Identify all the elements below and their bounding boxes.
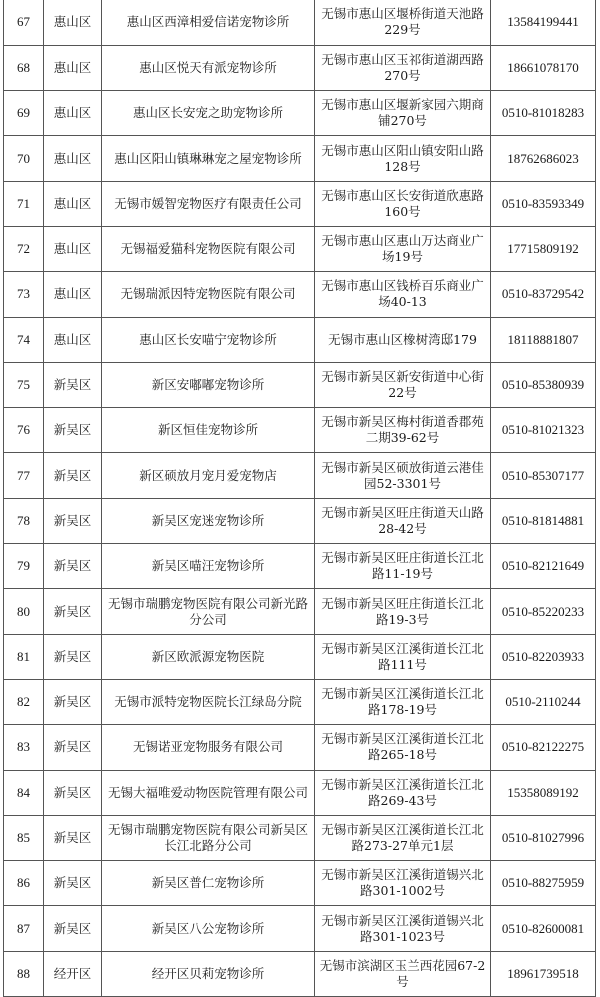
phone-cell: 0510-85307177 xyxy=(491,453,596,498)
district-cell: 新吴区 xyxy=(44,906,102,951)
row-number: 75 xyxy=(4,362,44,407)
clinic-name-cell: 惠山区西漳相爱信诺宠物诊所 xyxy=(102,0,315,45)
table-row xyxy=(4,0,596,45)
district-cell: 惠山区 xyxy=(44,317,102,362)
district-cell: 新吴区 xyxy=(44,679,102,724)
clinic-name-cell: 新吴区八公宠物诊所 xyxy=(102,906,315,951)
table-row xyxy=(4,408,596,453)
address-cell: 无锡市新吴区江溪街道长江北路178-19号 xyxy=(315,679,491,724)
table-row xyxy=(4,589,596,634)
district-cell: 惠山区 xyxy=(44,0,102,45)
table-row xyxy=(4,317,596,362)
table-row xyxy=(4,453,596,498)
phone-cell: 0510-81027996 xyxy=(491,815,596,860)
table-row xyxy=(4,226,596,271)
phone-cell: 0510-82122275 xyxy=(491,725,596,770)
row-number: 83 xyxy=(4,725,44,770)
address-cell: 无锡市惠山区堰桥街道天池路229号 xyxy=(315,0,491,45)
address-cell: 无锡市新吴区江溪街道锡兴北路301-1002号 xyxy=(315,861,491,906)
row-number: 74 xyxy=(4,317,44,362)
address-cell: 无锡市新吴区江溪街道长江北路265-18号 xyxy=(315,725,491,770)
row-number: 87 xyxy=(4,906,44,951)
table-row xyxy=(4,725,596,770)
phone-cell: 18118881807 xyxy=(491,317,596,362)
phone-cell: 0510-82203933 xyxy=(491,634,596,679)
row-number: 69 xyxy=(4,91,44,136)
clinic-name-cell: 无锡大福唯爱动物医院管理有限公司 xyxy=(102,770,315,815)
row-number: 68 xyxy=(4,45,44,90)
row-number: 67 xyxy=(4,0,44,45)
district-cell: 新吴区 xyxy=(44,408,102,453)
phone-cell: 0510-88275959 xyxy=(491,861,596,906)
row-number: 70 xyxy=(4,136,44,181)
table-row xyxy=(4,272,596,317)
phone-cell: 0510-85220233 xyxy=(491,589,596,634)
phone-cell: 0510-82121649 xyxy=(491,544,596,589)
address-cell: 无锡市惠山区堰新家园六期商铺270号 xyxy=(315,91,491,136)
row-number: 72 xyxy=(4,226,44,271)
table-row xyxy=(4,45,596,90)
phone-cell: 17715809192 xyxy=(491,226,596,271)
clinic-name-cell: 经开区贝莉宠物诊所 xyxy=(102,951,315,996)
clinic-name-cell: 惠山区长安喵宁宠物诊所 xyxy=(102,317,315,362)
table-row xyxy=(4,362,596,407)
district-cell: 惠山区 xyxy=(44,272,102,317)
clinic-name-cell: 新区硕放月宠月爱宠物店 xyxy=(102,453,315,498)
table-row xyxy=(4,91,596,136)
table-row xyxy=(4,815,596,860)
address-cell: 无锡市惠山区惠山万达商业广场19号 xyxy=(315,226,491,271)
clinic-name-cell: 新吴区喵汪宠物诊所 xyxy=(102,544,315,589)
phone-cell: 0510-82600081 xyxy=(491,906,596,951)
address-cell: 无锡市新吴区江溪街道锡兴北路301-1023号 xyxy=(315,906,491,951)
district-cell: 惠山区 xyxy=(44,91,102,136)
clinic-name-cell: 无锡福爱猫科宠物医院有限公司 xyxy=(102,226,315,271)
row-number: 86 xyxy=(4,861,44,906)
clinic-name-cell: 惠山区阳山镇琳琳宠之屋宠物诊所 xyxy=(102,136,315,181)
phone-cell: 0510-2110244 xyxy=(491,679,596,724)
district-cell: 惠山区 xyxy=(44,226,102,271)
district-cell: 惠山区 xyxy=(44,45,102,90)
clinic-name-cell: 新吴区宠迷宠物诊所 xyxy=(102,498,315,543)
address-cell: 无锡市新吴区硕放街道云港佳园52-3301号 xyxy=(315,453,491,498)
table-body xyxy=(4,0,596,997)
phone-cell: 0510-83729542 xyxy=(491,272,596,317)
pet-clinic-table xyxy=(3,0,596,997)
table-row xyxy=(4,181,596,226)
phone-cell: 0510-81814881 xyxy=(491,498,596,543)
phone-cell: 18762686023 xyxy=(491,136,596,181)
clinic-name-cell: 新区欧派源宠物医院 xyxy=(102,634,315,679)
table-row xyxy=(4,544,596,589)
address-cell: 无锡市滨湖区玉兰西花园67-2号 xyxy=(315,951,491,996)
district-cell: 新吴区 xyxy=(44,589,102,634)
table-row xyxy=(4,679,596,724)
phone-cell: 0510-83593349 xyxy=(491,181,596,226)
row-number: 77 xyxy=(4,453,44,498)
row-number: 79 xyxy=(4,544,44,589)
table-row xyxy=(4,951,596,996)
district-cell: 新吴区 xyxy=(44,453,102,498)
row-number: 81 xyxy=(4,634,44,679)
clinic-name-cell: 新区恒佳宠物诊所 xyxy=(102,408,315,453)
clinic-name-cell: 无锡市派特宠物医院长江绿岛分院 xyxy=(102,679,315,724)
row-number: 84 xyxy=(4,770,44,815)
district-cell: 新吴区 xyxy=(44,861,102,906)
district-cell: 新吴区 xyxy=(44,498,102,543)
clinic-name-cell: 无锡市媛智宠物医疗有限责任公司 xyxy=(102,181,315,226)
address-cell: 无锡市惠山区橡树湾邸179 xyxy=(315,317,491,362)
table-row xyxy=(4,861,596,906)
row-number: 80 xyxy=(4,589,44,634)
phone-cell: 0510-85380939 xyxy=(491,362,596,407)
district-cell: 惠山区 xyxy=(44,181,102,226)
phone-cell: 0510-81021323 xyxy=(491,408,596,453)
table-row xyxy=(4,906,596,951)
row-number: 73 xyxy=(4,272,44,317)
address-cell: 无锡市新吴区江溪街道长江北路269-43号 xyxy=(315,770,491,815)
district-cell: 新吴区 xyxy=(44,815,102,860)
address-cell: 无锡市新吴区梅村街道香郡苑二期39-62号 xyxy=(315,408,491,453)
district-cell: 新吴区 xyxy=(44,770,102,815)
address-cell: 无锡市新吴区旺庄街道长江北路19-3号 xyxy=(315,589,491,634)
district-cell: 经开区 xyxy=(44,951,102,996)
row-number: 88 xyxy=(4,951,44,996)
address-cell: 无锡市新吴区江溪街道长江北路111号 xyxy=(315,634,491,679)
address-cell: 无锡市新吴区旺庄街道长江北路11-19号 xyxy=(315,544,491,589)
row-number: 78 xyxy=(4,498,44,543)
table-row xyxy=(4,498,596,543)
district-cell: 新吴区 xyxy=(44,725,102,770)
district-cell: 新吴区 xyxy=(44,362,102,407)
address-cell: 无锡市新吴区旺庄街道天山路28-42号 xyxy=(315,498,491,543)
clinic-name-cell: 无锡市瑞鹏宠物医院有限公司新光路分公司 xyxy=(102,589,315,634)
table-row xyxy=(4,136,596,181)
phone-cell: 18661078170 xyxy=(491,45,596,90)
address-cell: 无锡市新吴区新安街道中心街22号 xyxy=(315,362,491,407)
clinic-name-cell: 新区安嘟嘟宠物诊所 xyxy=(102,362,315,407)
clinic-name-cell: 无锡市瑞鹏宠物医院有限公司新吴区长江北路分公司 xyxy=(102,815,315,860)
row-number: 82 xyxy=(4,679,44,724)
table-row xyxy=(4,770,596,815)
address-cell: 无锡市惠山区钱桥百乐商业广场40-13 xyxy=(315,272,491,317)
row-number: 76 xyxy=(4,408,44,453)
clinic-name-cell: 惠山区长安宠之助宠物诊所 xyxy=(102,91,315,136)
address-cell: 无锡市新吴区江溪街道长江北路273-27单元1层 xyxy=(315,815,491,860)
row-number: 85 xyxy=(4,815,44,860)
phone-cell: 0510-81018283 xyxy=(491,91,596,136)
address-cell: 无锡市惠山区阳山镇安阳山路128号 xyxy=(315,136,491,181)
clinic-name-cell: 无锡诺亚宠物服务有限公司 xyxy=(102,725,315,770)
row-number: 71 xyxy=(4,181,44,226)
phone-cell: 15358089192 xyxy=(491,770,596,815)
clinic-name-cell: 惠山区悦天有派宠物诊所 xyxy=(102,45,315,90)
phone-cell: 18961739518 xyxy=(491,951,596,996)
table-row xyxy=(4,634,596,679)
district-cell: 新吴区 xyxy=(44,634,102,679)
phone-cell: 13584199441 xyxy=(491,0,596,45)
clinic-name-cell: 新吴区普仁宠物诊所 xyxy=(102,861,315,906)
clinic-name-cell: 无锡瑞派因特宠物医院有限公司 xyxy=(102,272,315,317)
address-cell: 无锡市惠山区长安街道欣惠路160号 xyxy=(315,181,491,226)
district-cell: 新吴区 xyxy=(44,544,102,589)
district-cell: 惠山区 xyxy=(44,136,102,181)
address-cell: 无锡市惠山区玉祁街道湖西路270号 xyxy=(315,45,491,90)
